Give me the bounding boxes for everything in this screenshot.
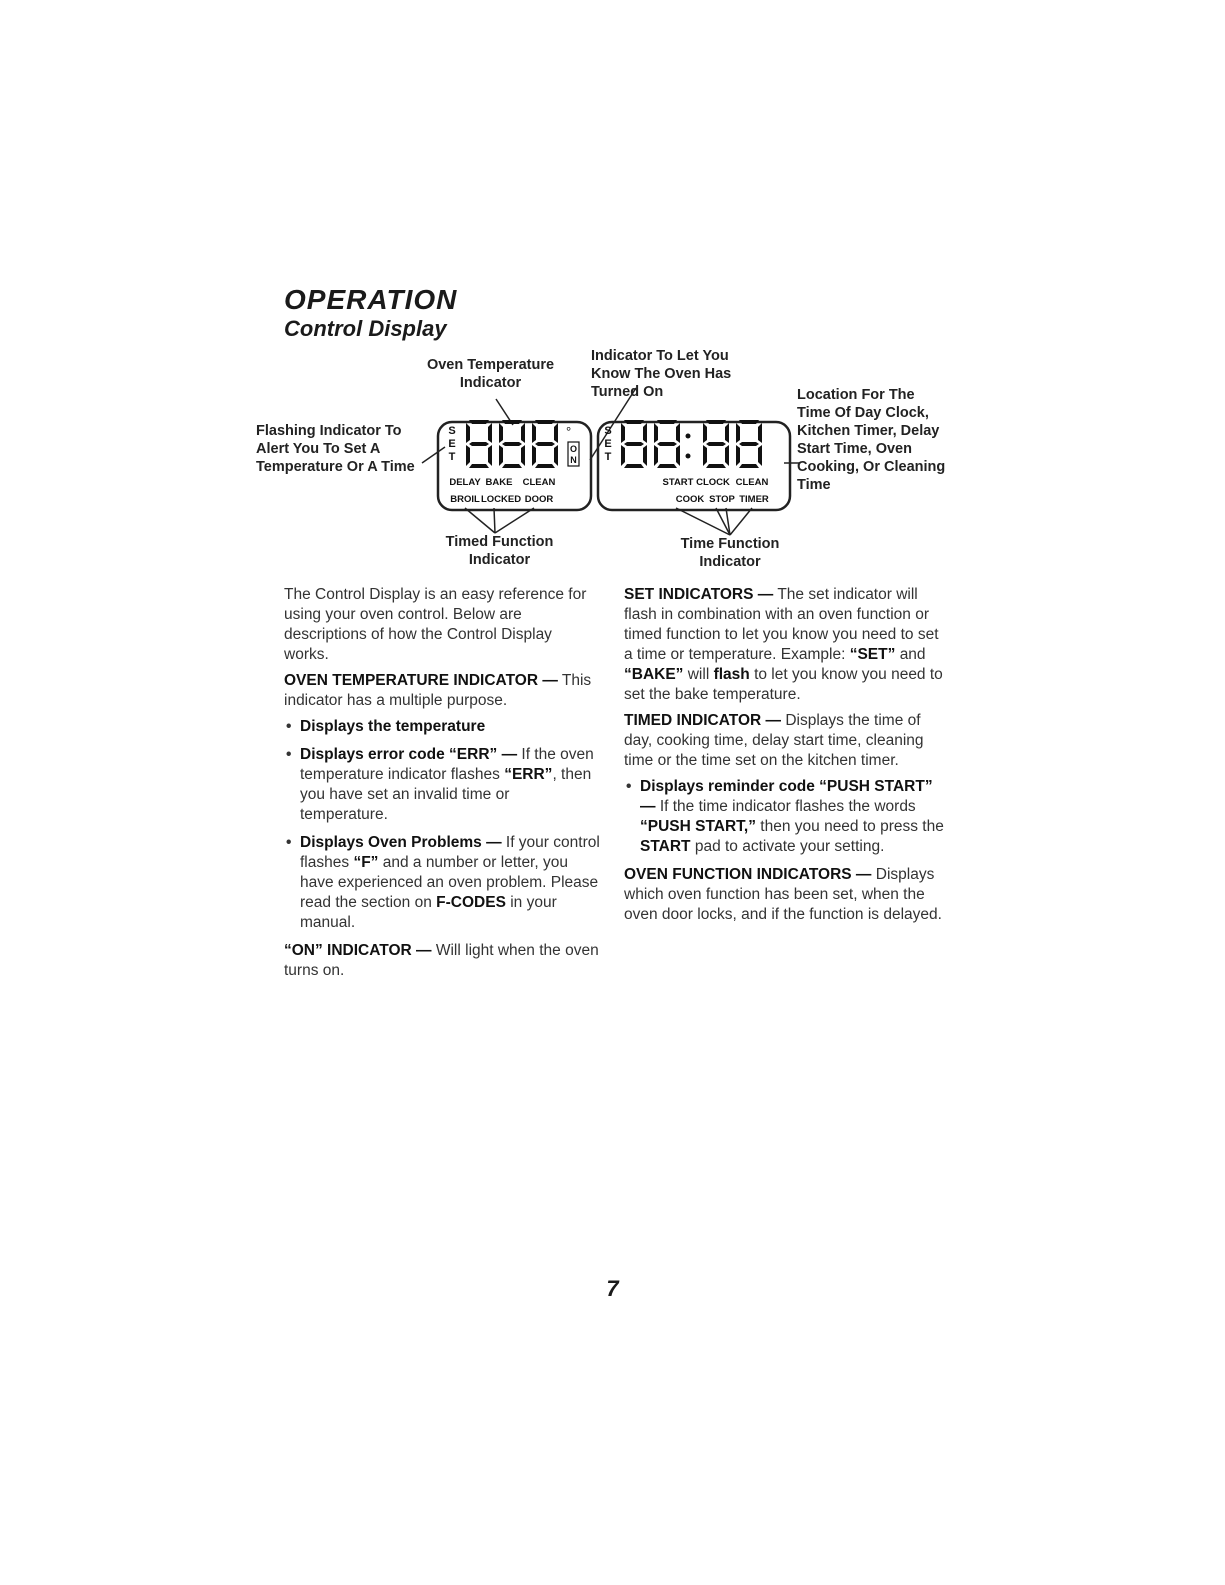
oven-temp-paragraph xyxy=(284,671,600,711)
timed-indicator-paragraph: TIMED INDICATOR — Displays the time of day, cooking time, delay start time, cleaning time or the time set on the kitchen timer. xyxy=(624,712,924,769)
right-column xyxy=(624,585,944,931)
function-label: LOCKED xyxy=(480,494,522,505)
oven-temp-title: OVEN TEMPERATURE INDICATOR — xyxy=(284,672,558,689)
callout-time-function: Time Function Indicator xyxy=(680,536,780,570)
set-letter: T xyxy=(604,451,612,463)
oven-temp-list xyxy=(284,717,600,933)
oven-function-paragraph: OVEN FUNCTION INDICATORS — Displays which oven function has been set, when the oven door locks, and if the function is delayed. xyxy=(624,866,942,923)
on-letter: N xyxy=(570,455,577,465)
callout-flashing-indicator: Flashing Indicator To Alert You To Set A Temperature Or A Time xyxy=(256,423,415,475)
time-digit xyxy=(621,420,647,468)
function-label: CLOCK xyxy=(696,477,730,488)
function-label: CLEAN xyxy=(735,477,769,488)
timed-indicator-list xyxy=(624,777,944,857)
time-digit xyxy=(703,420,729,468)
colon-dot xyxy=(686,454,691,459)
list-item: • Displays the temperature xyxy=(284,717,600,737)
oven-temp-text: This indicator has a multiple purpose. xyxy=(284,672,592,709)
time-digit xyxy=(736,420,762,468)
set-letter: E xyxy=(448,438,456,450)
set-indicators-paragraph: SET INDICATORS — The set indicator will flash in combination with an oven function or timed function to let you know you need to set a time or temperature. Example: “SET” and “BAKE” will flash to let you know you need to set the bake temperature. xyxy=(624,586,943,703)
callout-timed-function: Timed Function Indicator xyxy=(445,534,554,568)
page-number: 7 xyxy=(606,1276,619,1301)
set-letter: S xyxy=(448,425,456,437)
colon-dot xyxy=(686,434,691,439)
function-label: START xyxy=(662,477,694,488)
function-label: TIMER xyxy=(739,494,769,505)
on-indicator-paragraph: “ON” INDICATOR — Will light when the oven turns on. xyxy=(284,942,599,979)
set-letter: S xyxy=(604,425,612,437)
temperature-digit xyxy=(532,420,558,468)
degree-symbol: ° xyxy=(566,424,572,439)
temperature-digit xyxy=(466,420,492,468)
function-label: DOOR xyxy=(524,494,554,505)
control-display-diagram xyxy=(0,0,1225,560)
set-letter: T xyxy=(448,451,456,463)
page-heading: OPERATION xyxy=(284,284,458,315)
temperature-digit xyxy=(499,420,525,468)
function-label: DELAY xyxy=(449,477,481,488)
function-label: BAKE xyxy=(485,477,513,488)
left-column xyxy=(284,585,600,987)
function-label: COOK xyxy=(675,494,705,505)
set-letter: E xyxy=(604,438,612,450)
on-letter: O xyxy=(569,444,578,454)
callout-oven-temperature: Oven Temperature Indicator xyxy=(426,357,555,391)
section-heading: Control Display xyxy=(284,316,447,341)
function-label: STOP xyxy=(709,494,735,505)
callout-time-location: Location For The Time Of Day Clock, Kitchen Timer, Delay Start Time, Oven Cooking, Or Cleaning Time xyxy=(797,387,946,493)
intro-paragraph: The Control Display is an easy reference for using your oven control. Below are descriptions of how the Control Display works. xyxy=(284,586,587,663)
list-item: • Displays reminder code “PUSH START” — If the time indicator flashes the words “PUSH START,” then you need to press the START pad to activate your setting. xyxy=(624,777,944,857)
function-label: CLEAN xyxy=(522,477,556,488)
list-item: • Displays error code “ERR” — If the oven temperature indicator flashes “ERR”, then you have set an invalid time or temperature. xyxy=(284,745,600,825)
list-item: • Displays Oven Problems — If your control flashes “F” and a number or letter, you have experienced an oven problem. Please read the section on F-CODES in your manual. xyxy=(284,833,600,933)
function-label: BROIL xyxy=(450,494,480,505)
callout-on-indicator: Indicator To Let You Know The Oven Has Turned On xyxy=(591,348,732,400)
time-digit xyxy=(654,420,680,468)
